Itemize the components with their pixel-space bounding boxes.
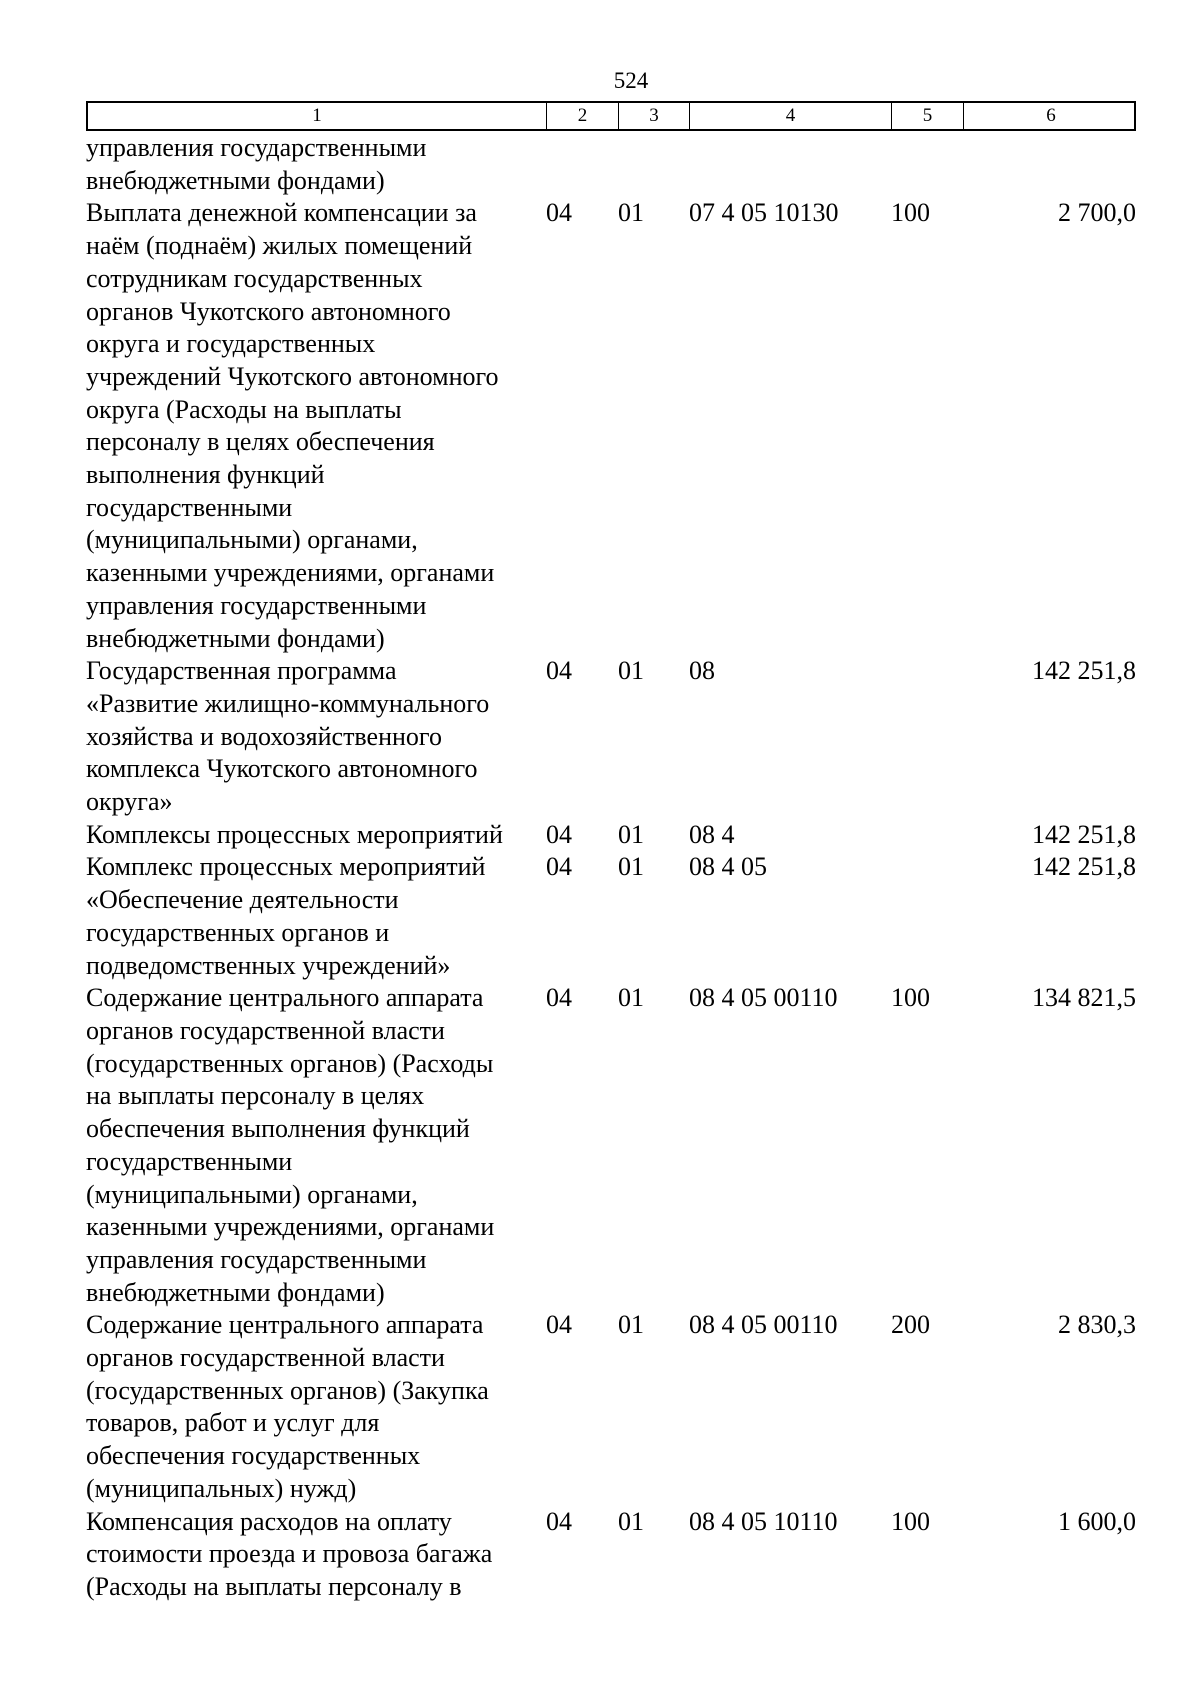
row-subsection: 01 bbox=[618, 1310, 644, 1340]
row-expense-type bbox=[890, 132, 962, 197]
column-header-1: 1 bbox=[88, 103, 547, 129]
table-row bbox=[86, 655, 1136, 819]
table-row bbox=[86, 851, 1136, 982]
row-section: 04 bbox=[546, 1310, 572, 1340]
column-header-6: 6 bbox=[1046, 105, 1056, 126]
row-section: 04 bbox=[546, 819, 572, 849]
row-description: Государственная программа «Развитие жилищно-коммунального хозяйства и водохозяйственного комплекса Чукотского автономного округа» bbox=[86, 656, 490, 817]
row-amount: 1 600,0 bbox=[1058, 1506, 1136, 1536]
table-row bbox=[86, 1309, 1136, 1505]
row-subsection bbox=[617, 132, 688, 197]
row-amount bbox=[962, 132, 1136, 197]
row-section: 04 bbox=[546, 656, 572, 686]
row-amount: 2 830,3 bbox=[1058, 1310, 1136, 1340]
row-subsection: 01 bbox=[618, 983, 644, 1013]
row-subsection: 01 bbox=[618, 656, 644, 686]
row-subsection: 01 bbox=[618, 1506, 644, 1536]
column-header-5: 5 bbox=[892, 103, 964, 129]
row-expense-type bbox=[890, 851, 962, 982]
row-target-code: 07 4 05 10130 bbox=[689, 198, 839, 228]
row-amount: 142 251,8 bbox=[1032, 852, 1136, 882]
row-subsection: 01 bbox=[618, 819, 644, 849]
page-number: 524 bbox=[613, 68, 649, 93]
row-target-code: 08 4 05 bbox=[689, 852, 767, 882]
row-expense-type bbox=[890, 819, 962, 852]
table-row bbox=[86, 982, 1136, 1309]
row-description: Выплата денежной компенсации за наём (поднаём) жилых помещений сотрудникам государственных органов Чукотского автономного округа и государственных учреждений Чукотского автономного округа (Расходы на выплаты персоналу в целях обеспечения выполнения функций государственными (муниципальными) органами, казенными учреждениями, органами управления государственными внебюджетными фондами) bbox=[86, 198, 499, 653]
table-row bbox=[86, 197, 1136, 655]
row-amount: 134 821,5 bbox=[1032, 983, 1136, 1013]
row-description: Комплекс процессных мероприятий «Обеспечение деятельности государственных органов и подведомственных учреждений» bbox=[86, 852, 486, 980]
row-amount: 142 251,8 bbox=[1032, 819, 1136, 849]
row-target-code: 08 4 bbox=[689, 819, 735, 849]
column-header-4: 4 bbox=[690, 103, 892, 129]
row-section bbox=[545, 132, 617, 197]
row-amount: 2 700,0 bbox=[1058, 198, 1136, 228]
row-section: 04 bbox=[546, 852, 572, 882]
row-section: 04 bbox=[546, 983, 572, 1013]
table-row bbox=[86, 132, 1136, 197]
row-expense-type: 200 bbox=[891, 1310, 930, 1340]
column-header-2: 2 bbox=[547, 103, 619, 129]
row-expense-type: 100 bbox=[891, 983, 930, 1013]
row-description: Компенсация расходов на оплату стоимости проезда и провоза багажа (Расходы на выплаты персоналу в bbox=[86, 1506, 493, 1601]
row-target-code: 08 4 05 00110 bbox=[689, 1310, 838, 1340]
row-target-code bbox=[688, 132, 890, 197]
row-target-code: 08 bbox=[689, 656, 715, 686]
row-description: управления государственными внебюджетными фондами) bbox=[86, 133, 427, 195]
row-section: 04 bbox=[546, 198, 572, 228]
row-description: Комплексы процессных мероприятий bbox=[86, 819, 503, 849]
row-target-code: 08 4 05 10110 bbox=[689, 1506, 838, 1536]
row-subsection: 01 bbox=[618, 198, 644, 228]
row-expense-type: 100 bbox=[891, 1506, 930, 1536]
row-description: Содержание центрального аппарата органов государственной власти (государственных органов) (Расходы на выплаты персоналу в целях обеспечения выполнения функций государственными (муниципальными) органами, казенными учреждениями, органами управления государственными внебюджетными фондами) bbox=[86, 983, 495, 1307]
row-expense-type bbox=[890, 655, 962, 819]
row-description: Содержание центрального аппарата органов государственной власти (государственных органов) (Закупка товаров, работ и услуг для обеспечения государственных (муниципальных) нужд) bbox=[86, 1310, 489, 1503]
budget-table-body bbox=[86, 132, 1136, 1604]
row-target-code: 08 4 05 00110 bbox=[689, 983, 838, 1013]
row-amount: 142 251,8 bbox=[1032, 656, 1136, 686]
column-header-3: 3 bbox=[619, 103, 690, 129]
table-row bbox=[86, 1506, 1136, 1604]
row-subsection: 01 bbox=[618, 852, 644, 882]
row-expense-type: 100 bbox=[891, 198, 930, 228]
table-row bbox=[86, 819, 1136, 852]
row-section: 04 bbox=[546, 1506, 572, 1536]
table-column-header bbox=[86, 101, 1136, 131]
